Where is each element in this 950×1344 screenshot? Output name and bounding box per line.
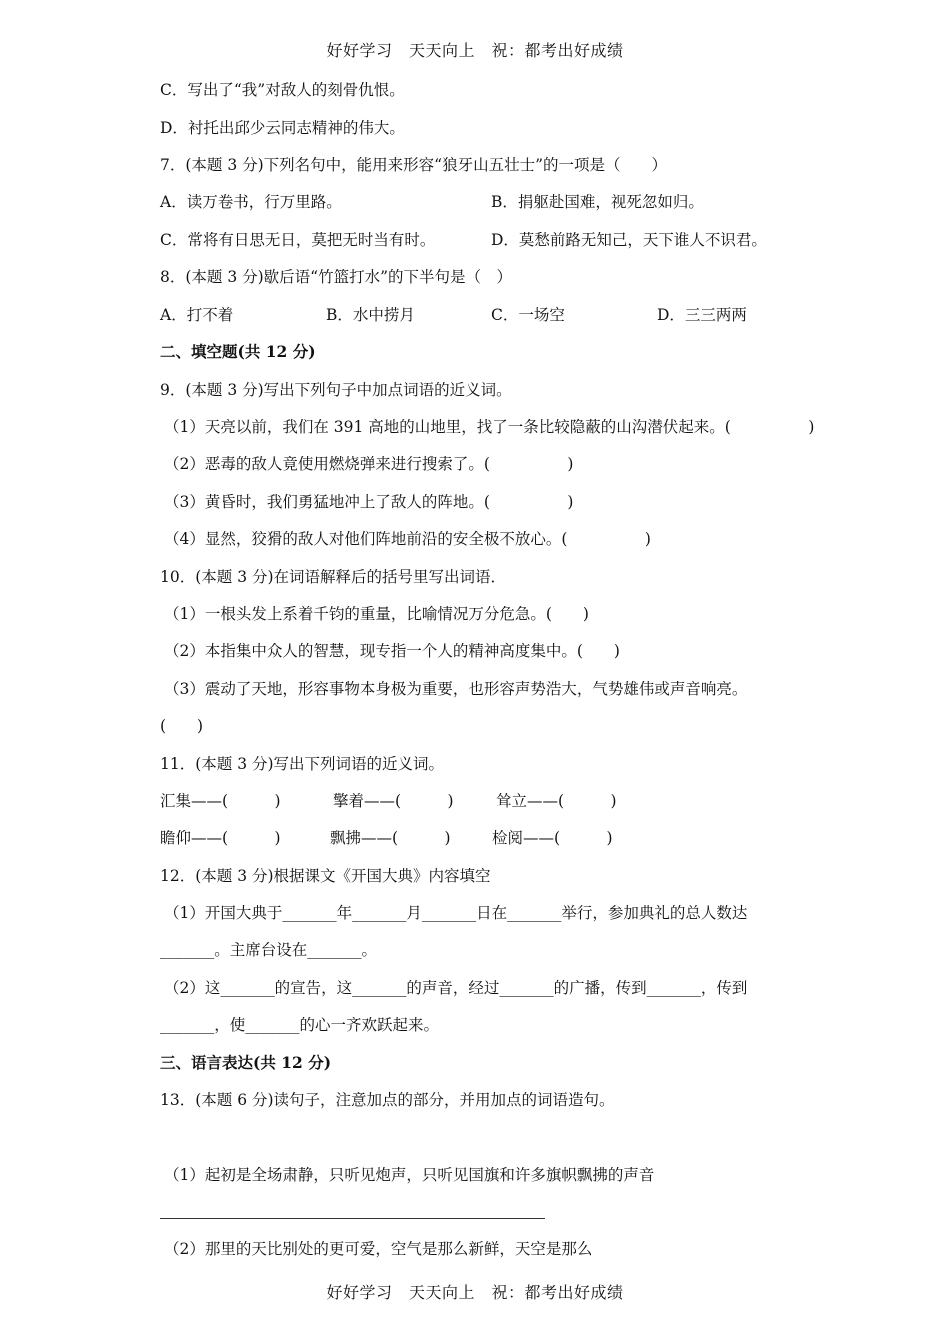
q9-item-2: （2）恶毒的敌人竟使用燃烧弹来进行搜索了。( )	[164, 455, 574, 473]
section-3-heading: 三、语言表达(共 12 分)	[160, 1053, 332, 1072]
q9-item-4: （4）显然，狡猾的敌人对他们阵地前沿的安全极不放心。( )	[164, 530, 651, 548]
q10-item-1: （1）一根头发上系着千钧的重量，比喻情况万分危急。( )	[164, 605, 589, 623]
q11-word-c: 耸立——( )	[496, 792, 617, 810]
q10-item-3: （3）震动了天地，形容事物本身极为重要，也形容声势浩大，气势雄伟或声音响亮。	[164, 680, 748, 698]
page-footer: 好好学习 天天向上 祝：都考出好成绩	[326, 1283, 624, 1302]
q12-item-2: （2）这_______的宣告，这_______的声音，经过_______的广播，传到_______，传到	[164, 979, 748, 997]
q8-option-a: A．打不着	[160, 306, 234, 324]
question-10: 10．(本题 3 分)在词语解释后的括号里写出词语．	[160, 568, 507, 586]
q7-option-c: C．常将有日思无日，莫把无时当有时。	[160, 231, 436, 249]
section-2-heading: 二、填空题(共 12 分)	[160, 342, 316, 361]
q11-word-e: 飘拂——( )	[330, 829, 451, 847]
q7-option-a: A．读万卷书，行万里路。	[160, 193, 342, 211]
q11-word-a: 汇集——( )	[160, 792, 281, 810]
q12-item-2-continued: _______，使_______的心一齐欢跃起来。	[160, 1016, 440, 1034]
question-8: 8．(本题 3 分)歇后语“竹篮打水”的下半句是（ ）	[160, 268, 513, 286]
question-11: 11．(本题 3 分)写出下列词语的近义词。	[160, 755, 445, 773]
q9-item-1: （1）天亮以前，我们在 391 高地的山地里，找了一条比较隐蔽的山沟潜伏起来。( )	[164, 418, 815, 436]
q8-option-b: B．水中捞月	[326, 306, 415, 324]
question-9: 9．(本题 3 分)写出下列句子中加点词语的近义词。	[160, 381, 512, 399]
q8-option-d: D．三三两两	[657, 306, 747, 324]
q12-item-1: （1）开国大典于_______年_______月_______日在_______举行，参加典礼的总人数达	[164, 904, 748, 922]
q7-option-d: D．莫愁前路无知己，天下谁人不识君。	[491, 231, 767, 249]
q13-item-1: （1）起初是全场肃静，只听见炮声，只听见国旗和许多旗帜飘拂的声音	[164, 1166, 655, 1184]
question-7: 7．(本题 3 分)下列名句中，能用来形容“狼牙山五壮士”的一项是（ ）	[160, 156, 668, 174]
question-13: 13．(本题 6 分)读句子，注意加点的部分，并用加点的词语造句。	[160, 1091, 615, 1109]
answer-line[interactable]	[160, 1218, 545, 1219]
q9-item-3: （3）黄昏时，我们勇猛地冲上了敌人的阵地。( )	[164, 493, 574, 511]
q11-word-d: 瞻仰——( )	[160, 829, 281, 847]
q10-item-2: （2）本指集中众人的智慧，现专指一个人的精神高度集中。( )	[164, 642, 620, 660]
q11-word-f: 检阅——( )	[492, 829, 613, 847]
question-12: 12．(本题 3 分)根据课文《开国大典》内容填空	[160, 867, 491, 885]
q6-option-c: C．写出了“我”对敌人的刻骨仇恨。	[160, 81, 405, 99]
page-header: 好好学习 天天向上 祝：都考出好成绩	[326, 41, 624, 60]
q8-option-c: C．一场空	[491, 306, 565, 324]
q13-item-2: （2）那里的天比别处的更可爱，空气是那么新鲜，天空是那么	[164, 1240, 593, 1258]
q7-option-b: B．捐躯赴国难，视死忽如归。	[491, 193, 704, 211]
q10-item-3-blank: ( )	[160, 717, 204, 735]
q11-word-b: 擎着——( )	[333, 792, 454, 810]
q12-item-1-continued: _______。主席台设在_______。	[160, 941, 378, 959]
q6-option-d: D．衬托出邱少云同志精神的伟大。	[160, 119, 405, 137]
